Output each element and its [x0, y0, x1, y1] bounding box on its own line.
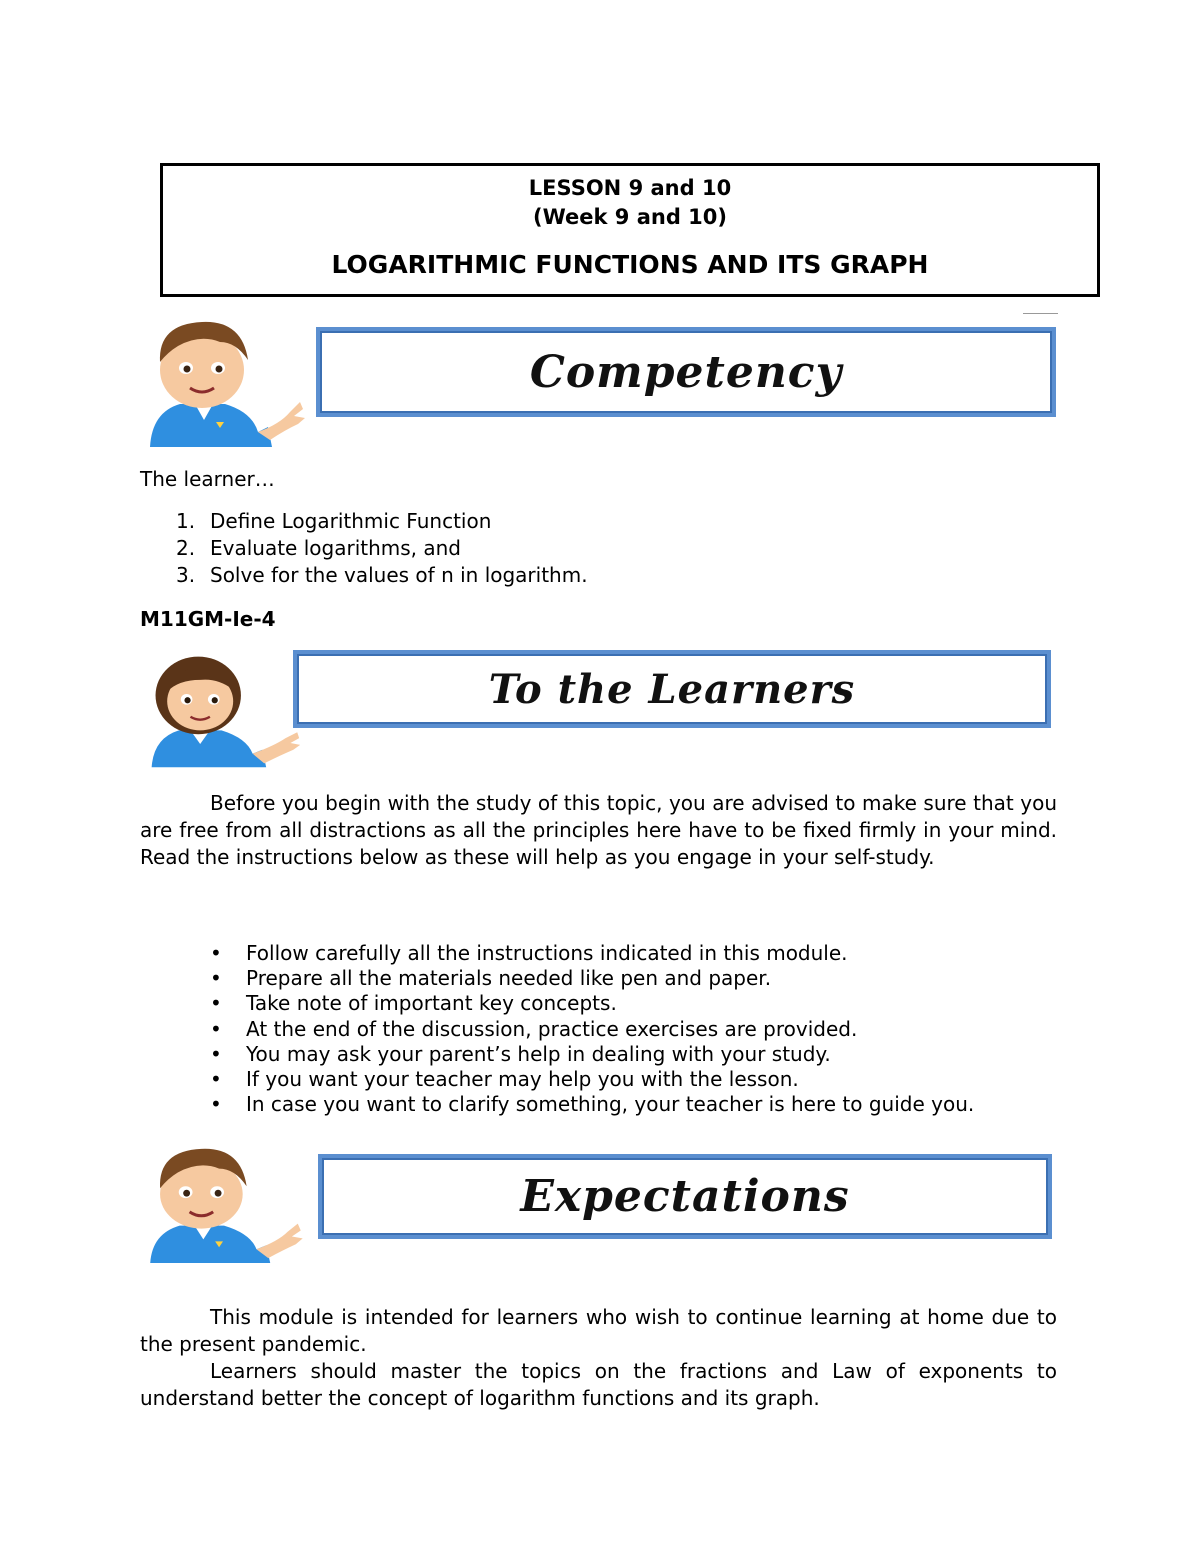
learners-paragraph: Before you begin with the study of this topic, you are advised to make sure that you are free from all distractions as all the principles here have to be fixed firmly in your mind. Read the instructions below as these will help as you engage in your self-study.	[140, 791, 1057, 869]
competency-intro: The learner…	[140, 467, 275, 491]
list-item: • In case you want to clarify something, your teacher is here to guide you.	[210, 1092, 975, 1117]
list-item: • Prepare all the materials needed like pen and paper.	[210, 966, 772, 991]
list-item: 3. Solve for the values of n in logarithm.	[176, 563, 588, 587]
lesson-week: (Week 9 and 10)	[533, 205, 727, 229]
learners-banner-title: To the Learners	[488, 665, 856, 713]
list-item: • You may ask your parent’s help in dealing with your study.	[210, 1041, 831, 1066]
list-item: • If you want your teacher may help you with the lesson.	[210, 1067, 799, 1092]
lesson-number: LESSON 9 and 10	[528, 176, 732, 200]
list-item: • Take note of important key concepts.	[210, 991, 617, 1016]
expectations-banner-title: Expectations	[520, 1171, 850, 1222]
boy-pointing-icon	[140, 1143, 308, 1263]
divider	[1023, 313, 1058, 314]
instructions-list	[140, 941, 1057, 1117]
girl-pointing-icon	[140, 650, 305, 768]
lesson-title-box	[160, 163, 1100, 297]
learners-banner	[293, 650, 1051, 728]
list-item: • At the end of the discussion, practice exercises are provided.	[210, 1016, 858, 1041]
expectations-paragraph-2: Learners should master the topics on the fractions and Law of exponents to understand better the concept of logarithm functions and its graph.	[140, 1359, 1057, 1410]
competency-list	[140, 508, 1057, 589]
list-item: 2. Evaluate logarithms, and	[176, 536, 462, 560]
expectations-paragraph-1: This module is intended for learners who wish to continue learning at home due to the present pandemic.	[140, 1305, 1057, 1356]
lesson-title: LOGARITHMIC FUNCTIONS AND ITS GRAPH	[331, 250, 929, 279]
competency-banner-title: Competency	[529, 346, 843, 398]
competency-code: M11GM-Ie-4	[140, 607, 276, 631]
competency-banner	[316, 327, 1056, 417]
list-item: 1. Define Logarithmic Function	[176, 509, 492, 533]
list-item: • Follow carefully all the instructions indicated in this module.	[210, 941, 848, 965]
expectations-banner	[318, 1154, 1052, 1239]
boy-pointing-icon	[140, 312, 310, 447]
